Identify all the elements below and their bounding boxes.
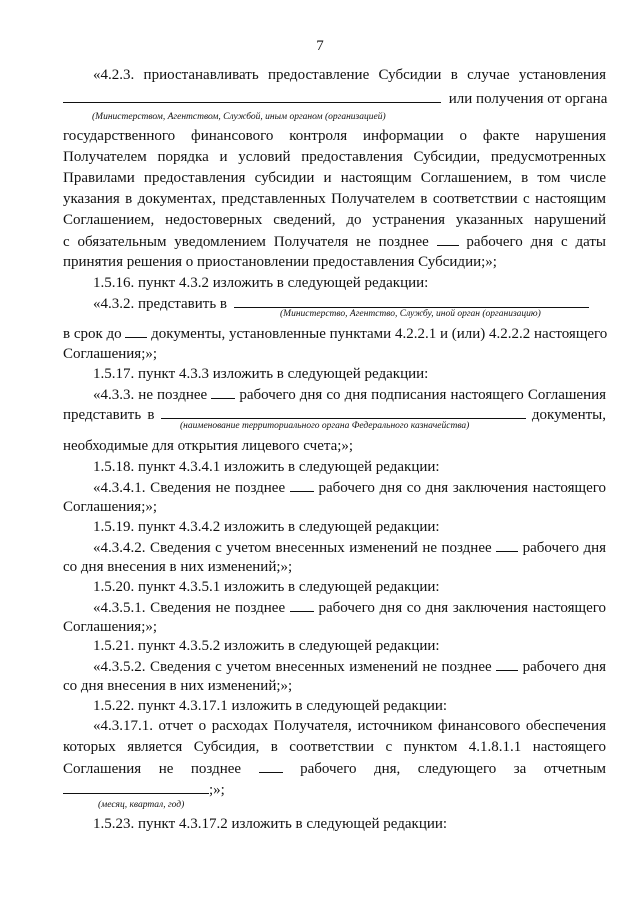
blank-line [211,385,235,399]
text-fragment: или получения от органа [448,91,608,107]
text-fragment: документы, [531,407,606,423]
text-fragment: рабочего дня с даты [466,234,607,250]
field-caption: (наименование территориального органа Федерального казначейства) [180,421,470,431]
text-line: указания в документах, представленных Получателем в соответствии с настоящим [63,191,606,207]
text-fragment: «4.3.2. представить в [93,296,228,312]
text-fragment: рабочего дня со дня заключения настоящего [318,600,607,616]
text-line: принятия решения о приостановлении предоставления Субсидии;»; [63,254,497,270]
text-line [63,759,606,779]
text-fragment: документы, установленные пунктами 4.2.2.1 и (или) 4.2.2.2 настоящего [151,326,608,342]
text-fragment: «4.3.4.2. Сведения с учетом внесенных изменений не позднее [93,540,492,556]
text-line [63,324,606,344]
text-line [93,478,606,498]
text-line: 1.5.21. пункт 4.3.5.2 изложить в следующей редакции: [93,638,440,654]
blank-line [259,759,283,773]
text-line: Соглашением, недостоверных сведений, до устранения указанных нарушений [63,212,606,228]
blank-line [234,294,589,308]
text-line: Правилами предоставления субсидии и настоящим Соглашением, в том числе [63,170,606,186]
blank-line [161,405,526,419]
text-line [63,89,606,109]
text-line: со дня внесения в них изменений;»; [63,559,293,575]
blank-line [63,780,209,794]
text-line: Соглашения;»; [63,346,158,362]
field-caption: (Министерством, Агентством, Службой, иным органом (организацией) [92,112,386,122]
text-line: Получателем порядка и условий предоставления Субсидии, предусмотренных [63,149,606,165]
text-line: «4.3.17.1. отчет о расходах Получателя, источником финансового обеспечения [93,718,606,734]
blank-line [63,89,441,103]
text-line [93,538,606,558]
text-fragment: Соглашения не позднее [63,761,242,777]
text-line: которых является Субсидия, в соответствии с пунктом 4.1.8.1.1 настоящего [63,739,606,755]
text-line: со дня внесения в них изменений;»; [63,678,293,694]
text-line: 1.5.20. пункт 4.3.5.1 изложить в следующей редакции: [93,579,440,595]
text-fragment: «4.3.3. не позднее [93,387,208,403]
text-fragment: «4.3.5.1. Сведения не позднее [93,600,286,616]
text-fragment: рабочего дня со дня заключения настоящего [318,480,607,496]
text-fragment: ;»; [209,782,225,798]
field-caption: (месяц, квартал, год) [98,800,185,810]
text-fragment: представить в [63,407,155,423]
text-line: 1.5.18. пункт 4.3.4.1 изложить в следующей редакции: [93,459,440,475]
text-line: Соглашения;»; [63,499,158,515]
field-caption: (Министерство, Агентство, Службу, иной орган (организацию) [280,309,541,319]
text-line [93,657,606,677]
text-line: необходимые для открытия лицевого счета;»; [63,438,354,454]
text-fragment: рабочего дня со дня подписания настоящего Соглашения [239,387,607,403]
text-fragment: в срок до [63,326,122,342]
text-fragment: «4.3.5.2. Сведения с учетом внесенных изменений не позднее [93,659,492,675]
blank-line [496,538,518,552]
text-fragment: с обязательным уведомлением Получателя не позднее [63,234,429,250]
text-fragment: рабочего дня, следующего за отчетным [300,761,607,777]
blank-line [290,478,314,492]
text-line [63,232,606,252]
text-line [93,598,606,618]
text-line: 1.5.23. пункт 4.3.17.2 изложить в следующей редакции: [93,816,448,832]
page-number: 7 [316,38,324,54]
text-line: 1.5.19. пункт 4.3.4.2 изложить в следующей редакции: [93,519,440,535]
text-line: Соглашения;»; [63,619,158,635]
text-fragment: «4.3.4.1. Сведения не позднее [93,480,286,496]
text-line: 1.5.22. пункт 4.3.17.1 изложить в следующей редакции: [93,698,448,714]
blank-line [290,598,314,612]
text-line: 1.5.16. пункт 4.3.2 изложить в следующей редакции: [93,275,429,291]
text-line: 1.5.17. пункт 4.3.3 изложить в следующей редакции: [93,366,429,382]
text-fragment: рабочего дня [522,540,606,556]
blank-line [125,324,147,338]
blank-line [437,232,459,246]
text-line [93,385,606,405]
text-line: государственного финансового контроля информации о факте нарушения [63,128,606,144]
text-fragment: рабочего дня [522,659,606,675]
blank-line [496,657,518,671]
text-line [63,780,606,800]
text-line: «4.2.3. приостанавливать предоставление Субсидии в случае установления [93,67,606,83]
